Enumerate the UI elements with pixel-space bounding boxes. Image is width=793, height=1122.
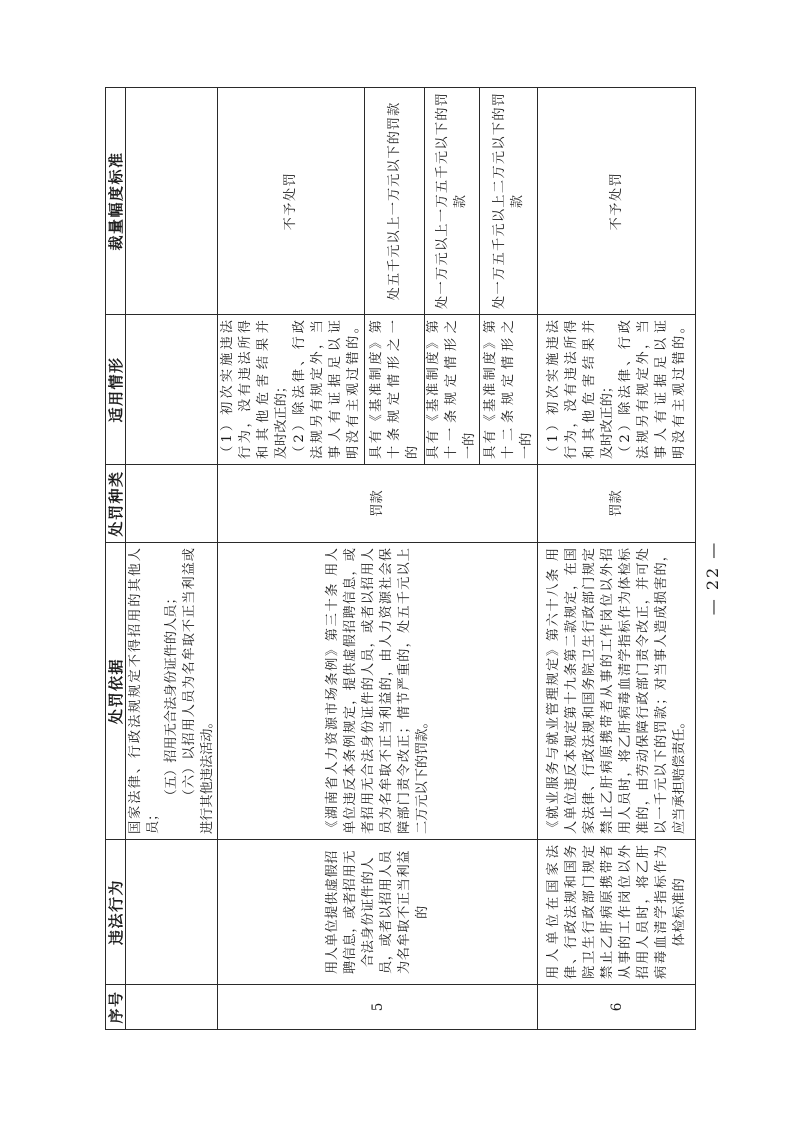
circumstance-cell (365, 315, 425, 465)
header-standard: 裁量幅度标准 (106, 88, 126, 315)
header-violation: 违法行为 (106, 840, 126, 985)
circumstance-line: 事人有证据足以证 (653, 320, 669, 459)
circumstance-line: 一的 (462, 432, 477, 459)
basis-line: （六）以招用人员为名牟取不正当利益或 (182, 548, 197, 803)
basis-line: 应当承担赔偿责任。 (671, 715, 687, 834)
circumstance-line: 和其他危害结果并 (256, 320, 271, 459)
header-no: 序号 (106, 985, 126, 1030)
circumstance-line: 十二条规定情形之 (500, 320, 516, 459)
basis-line: 单位违反本条例规定，提供虚假招聘信息，或 (342, 548, 358, 834)
penalty-type-cell: 罚款 (218, 465, 538, 543)
penalty-discretion-table (105, 87, 696, 1030)
basis-line: 《就业服务与就业管理规定》第六十八条 用 (545, 548, 561, 834)
basis-cell (538, 543, 696, 840)
violation-line: 员，或者以招用人员 (378, 849, 394, 975)
circumstance-line: （2）除法律、行政 (617, 320, 633, 459)
circumstance-line: 具有《基准制度》第 (482, 320, 498, 459)
basis-line: 用人员时，将乙肝病毒血清学指标作为体检标 (617, 548, 633, 834)
circumstance-line: 具有《基准制度》第 (426, 320, 441, 459)
standard-line: 款 (453, 193, 468, 209)
header-penalty-type: 处罚种类 (106, 465, 126, 543)
violation-line: 禁止乙肝病原携带者 (599, 845, 615, 979)
header-basis: 处罚依据 (106, 543, 126, 840)
violation-line: 从事的工作岗位以外 (617, 845, 633, 979)
row-number: 5 (218, 985, 538, 1030)
basis-line: 进行其他违法活动。 (200, 715, 215, 834)
circumstance-line: 明没有主观过错的。 (346, 320, 361, 459)
table-row-continued (126, 88, 218, 1030)
continued-standard-cell (126, 88, 218, 315)
page-number: — 22 — (703, 540, 722, 616)
violation-line: 律、行政法规和国务 (563, 845, 579, 979)
rotated-landscape-page (105, 88, 730, 1030)
basis-line: 者招用无合法身份证件的人员，或者以招用人 (360, 548, 376, 834)
violation-line: 病毒血清学指标作为 (653, 845, 669, 979)
circumstance-cell (425, 315, 480, 465)
basis-line: 二万元以下的罚款。 (414, 715, 430, 834)
table-header-row (106, 88, 126, 1030)
standard-line: 处一万五千元以上二万元以下的罚 (491, 93, 507, 309)
circumstance-line: 及时改正的； (599, 379, 615, 459)
continued-no-cell (126, 985, 218, 1030)
standard-line: 款 (509, 193, 525, 209)
basis-line: 《湖南省人力资源市场条例》第三十条 用人 (324, 548, 340, 834)
continued-violation-cell (126, 840, 218, 985)
circumstance-cell (218, 315, 365, 465)
circumstance-line: 十条规定情形之一 (386, 320, 402, 459)
violation-line: 院卫生行政部门规定 (581, 845, 597, 979)
continued-basis-cell (126, 543, 218, 840)
circumstance-line: （1）初次实施违法 (545, 320, 561, 459)
header-circumstance: 适用情形 (106, 315, 126, 465)
table-row-6 (538, 88, 696, 1030)
standard-line: 处一万元以上一万五千元以下的罚 (435, 93, 450, 309)
circumstance-line: 和其他危害结果并 (581, 320, 597, 459)
continued-penalty-type-cell (126, 465, 218, 543)
circumstance-line: 十一条规定情形之 (444, 320, 459, 459)
circumstance-line: 法规另有规定外，当 (310, 320, 325, 459)
violation-line: 聘信息，或者招用无 (342, 849, 358, 975)
standard-cell (480, 88, 538, 315)
basis-line: 以一千元以下的罚款；对当事人造成损害的， (653, 548, 669, 834)
penalty-type-cell: 罚款 (538, 465, 696, 543)
basis-line: 人单位违反本规定第十九条第二款规定，在国 (563, 548, 579, 834)
basis-line: 员； (146, 807, 161, 834)
circumstance-line: 法规另有规定外，当 (635, 320, 651, 459)
basis-line: 障部门责令改正；情节严重的，处五千元以上 (396, 548, 412, 834)
standard-cell (218, 88, 365, 315)
violation-line: 体检标准的 (671, 877, 687, 947)
basis-line: 准的，由劳动保障行政部门责令改正，并可处 (635, 548, 651, 834)
table-row-5 (218, 88, 365, 1030)
standard-line: 处五千元以上一万元以下的罚款 (386, 101, 402, 301)
circumstance-cell (480, 315, 538, 465)
standard-line: 不予处罚 (608, 171, 624, 231)
violation-line: 招用人员时，将乙肝 (635, 845, 651, 979)
circumstance-line: （1）初次实施违法 (220, 320, 235, 459)
circumstance-line: 行为，没有违法所得 (238, 320, 253, 459)
standard-cell (425, 88, 480, 315)
basis-line: 禁止乙肝病原携带者从事的工作岗位以外招 (599, 548, 615, 834)
basis-line: 国家法律、行政法规规定不得招用的其他人 (128, 548, 143, 834)
circumstance-line: 及时改正的； (274, 379, 289, 459)
continued-circumstance-cell (126, 315, 218, 465)
row-number: 6 (538, 985, 696, 1030)
violation-line: 合法身份证件的人 (360, 856, 376, 968)
circumstance-line: 明没有主观过错的。 (671, 320, 687, 459)
violation-line: 用人单位在国家法 (545, 845, 561, 979)
standard-line: 不予处罚 (283, 171, 298, 231)
circumstance-line: 行为，没有违法所得 (563, 320, 579, 459)
circumstance-line: 事人有证据足以证 (328, 320, 343, 459)
violation-line: 的 (414, 905, 430, 919)
violation-line: 为名牟取不正当利益 (396, 849, 412, 975)
circumstance-line: （2）除法律、行政 (292, 320, 307, 459)
circumstance-cell (538, 315, 696, 465)
violation-cell (218, 840, 538, 985)
basis-line: 家法律、行政法规和国务院卫生行政部门规定 (581, 548, 597, 834)
basis-line: （五）招用无合法身份证件的人员； (164, 591, 179, 803)
standard-cell (538, 88, 696, 315)
violation-cell (538, 840, 696, 985)
violation-line: 用人单位提供虚假招 (324, 849, 340, 975)
standard-cell (365, 88, 425, 315)
basis-cell (218, 543, 538, 840)
circumstance-line: 的 (404, 445, 420, 459)
circumstance-line: 具有《基准制度》第 (368, 320, 384, 459)
circumstance-line: 一的 (518, 432, 534, 459)
basis-line: 员为名牟取不正当利益的，由人力资源社会保 (378, 548, 394, 834)
